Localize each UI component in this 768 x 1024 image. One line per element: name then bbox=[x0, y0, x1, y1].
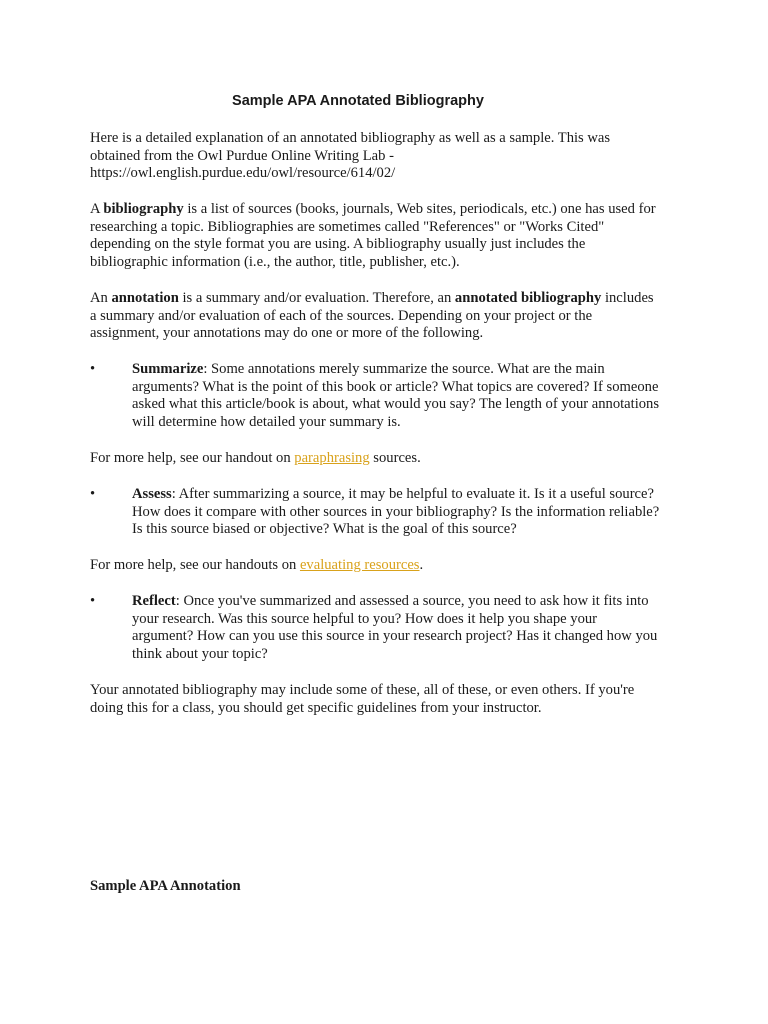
text-run: Your annotated bibliography may include some of these, all of these, or even others. If you're bbox=[90, 682, 635, 698]
text-run: depending on the style format you are using. A bibliography usually just includes the bbox=[90, 236, 586, 253]
annotation-paragraph bbox=[90, 290, 690, 343]
bullet-text bbox=[132, 361, 692, 431]
document-title: Sample APA Annotated Bibliography bbox=[232, 93, 484, 109]
text-run: A bbox=[90, 201, 104, 217]
text-run: argument? How can you use this source in your research project? Has it changed how you bbox=[132, 628, 658, 645]
bullet-term: Reflect bbox=[132, 593, 176, 609]
text-run: For more help, see our handouts on bbox=[90, 557, 300, 573]
bullet-text bbox=[132, 593, 692, 663]
sample-annotation-heading: Sample APA Annotation bbox=[90, 878, 241, 894]
text-run: a summary and/or evaluation of each of the sources. Depending on your project or the bbox=[90, 307, 593, 324]
intro-line: Here is a detailed explanation of an annotated bibliography as well as a sample. This was bbox=[90, 130, 611, 146]
text-run: is a list of sources (books, journals, Web sites, periodicals, etc.) one has used for bbox=[183, 201, 656, 217]
intro-paragraph bbox=[90, 130, 690, 183]
text-run: arguments? What is the point of this book or article? What topics are covered? If someone bbox=[132, 378, 659, 395]
text-run: think about your topic? bbox=[132, 645, 268, 662]
help-evaluating bbox=[90, 557, 690, 575]
bibliography-paragraph bbox=[90, 201, 690, 271]
text-run: your research. Was this source helpful to you? How does it help you shape your bbox=[132, 610, 598, 627]
text-run: How does it compare with other sources in your bibliography? Is the information reliable? bbox=[132, 503, 660, 520]
text-run: bibliographic information (i.e., the author, title, publisher, etc.). bbox=[90, 253, 460, 270]
text-run: is a summary and/or evaluation. Therefore, an bbox=[178, 290, 455, 306]
text-run: sources. bbox=[369, 450, 421, 466]
bullet-icon: • bbox=[90, 361, 96, 377]
text-run: : Some annotations merely summarize the source. What are the main bbox=[203, 361, 605, 377]
evaluating-resources-link[interactable]: evaluating resources bbox=[299, 557, 420, 573]
annotated-bibliography-term: annotated bibliography bbox=[454, 290, 602, 306]
text-run: : After summarizing a source, it may be helpful to evaluate it. Is it a useful source? bbox=[171, 486, 654, 502]
text-run: assignment, your annotations may do one or more of the following. bbox=[90, 325, 484, 342]
bullet-term: Summarize bbox=[132, 361, 204, 377]
bullet-term: Assess bbox=[132, 486, 172, 502]
text-run: includes bbox=[601, 290, 654, 306]
text-run: An bbox=[90, 290, 112, 306]
paraphrasing-link[interactable]: paraphrasing bbox=[294, 450, 370, 466]
closing-paragraph bbox=[90, 682, 690, 717]
bullet-icon: • bbox=[90, 593, 96, 609]
bullet-text bbox=[132, 486, 692, 539]
text-run: . bbox=[419, 557, 424, 573]
text-run: will determine how detailed your summary is. bbox=[132, 413, 401, 430]
text-run: asked what this article/book is about, what would you say? The length of your annotations bbox=[132, 396, 660, 413]
text-run: Is this source biased or objective? What is the goal of this source? bbox=[132, 521, 517, 538]
text-run: For more help, see our handout on bbox=[90, 450, 295, 466]
text-run: doing this for a class, you should get specific guidelines from your instructor. bbox=[90, 699, 542, 716]
intro-line: obtained from the Owl Purdue Online Writing Lab - bbox=[90, 147, 394, 164]
annotation-term: annotation bbox=[111, 290, 179, 306]
text-run: : Once you've summarized and assessed a source, you need to ask how it fits into bbox=[175, 593, 649, 609]
help-paraphrasing bbox=[90, 450, 690, 468]
text-run: researching a topic. Bibliographies are sometimes called "References" or "Works Cited" bbox=[90, 218, 605, 235]
bibliography-term: bibliography bbox=[103, 201, 184, 217]
source-url: https://owl.english.purdue.edu/owl/resource/614/02/ bbox=[90, 165, 396, 182]
bullet-icon: • bbox=[90, 486, 96, 502]
